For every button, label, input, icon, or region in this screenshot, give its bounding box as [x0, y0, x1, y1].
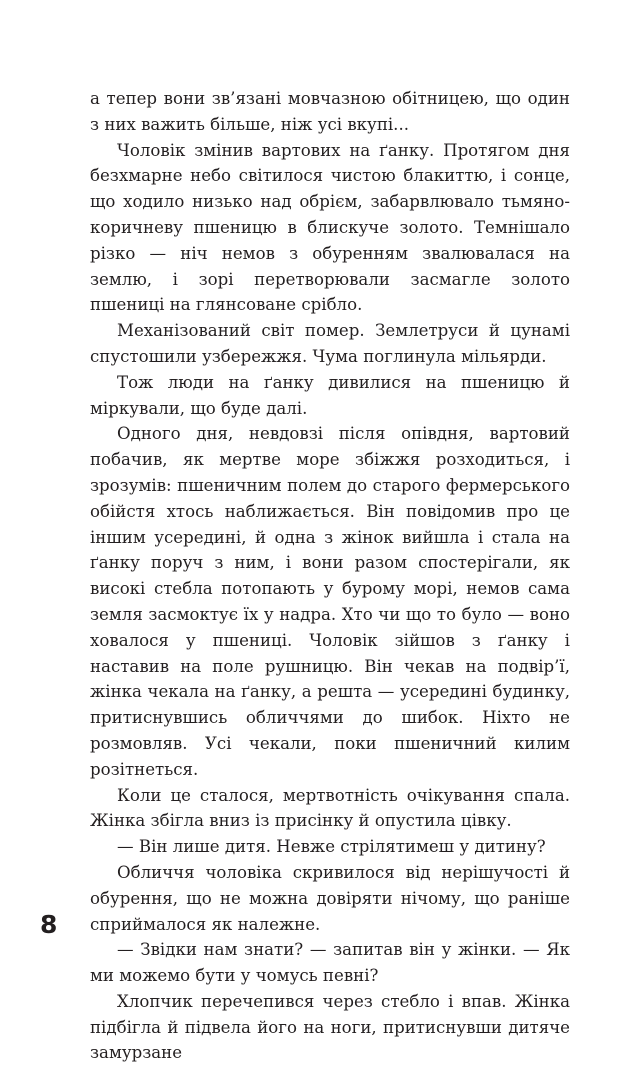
paragraph: Чоловік змінив вартових на ґанку. Протягом дня безхмарне небо світилося чистою блакиттю, і сонце, що ходило низько над обрієм, забарвлювало тьмяно-коричневу пшеницю в блискуче золото. Темнішало різко — ніч немов з обуренням звалювалася на землю, і зорі перетворювали засмагле золото пшениці на глянсоване срібло. [90, 140, 570, 315]
paragraph: Коли це сталося, мертвотність очікування спала. Жінка збігла вниз із присінку й опустила цівку. [90, 785, 570, 831]
body-text [90, 86, 570, 1066]
page-number: 8 [40, 910, 58, 939]
dialogue-line: — Звідки нам знати? — запитав він у жінки. — Як ми можемо бути у чомусь певні? [90, 940, 570, 986]
paragraph: Тож люди на ґанку дивилися на пшеницю й міркували, що буде далі. [90, 372, 570, 418]
paragraph: а тепер вони зв’язані мовчазною обітницею, що один з них важить більше, ніж усі вкупі... [90, 89, 570, 134]
dialogue-line: — Він лише дитя. Невже стрілятимеш у дитину? [117, 837, 546, 857]
paragraph: Механізований світ помер. Землетруси й цунамі спустошили узбережжя. Чума поглинула мільярди. [90, 321, 570, 366]
paragraph: Обличчя чоловіка скривилося від нерішучості й обурення, що не можна довіряти нічому, що раніше сприймалося як належне. [90, 862, 570, 934]
paragraph: Одного дня, невдовзі після опівдня, вартовий побачив, як мертве море збіжжя розходиться, і зрозумів: пшеничним полем до старого фермерського обійстя хтось наближається. Він повідомив про це іншим усередині, й одна з жінок вийшла і стала на ґанку поруч з ним, і вони разом спостерігали, як високі стебла потопають у бурому морі, немов сама земля засмоктує їх у надра. Хто чи що то було — воно ховалося у пшениці. Чоловік зійшов з ґанку і наставив на поле рушницю. Він чекав на подвір’ї, жінка чекала на ґанку, а решта — усередині будинку, притиснувшись обличчями до шибок. Ніхто не розмовляв. Усі чекали, поки пшеничний килим розітнеться. [90, 424, 570, 779]
paragraph: Хлопчик перечепився через стебло і впав. Жінка підбігла й підвела його на ноги, притиснувши дитяче замурзане [90, 991, 570, 1063]
